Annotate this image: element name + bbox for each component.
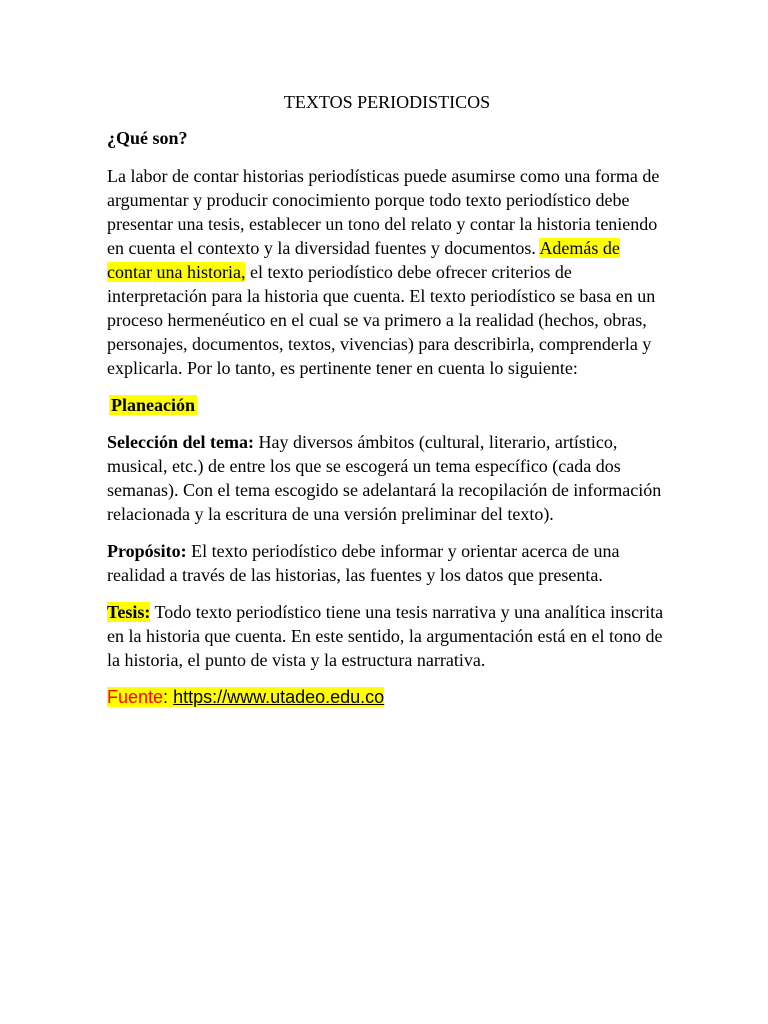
seleccion-text: Hay diversos ámbitos (cultural, literario, artístico, musical, etc.) de entre los que se escogerá un tema específico (cada dos semanas). Con el tema escogido se adelantará la recopilación de información relacionada y la escritura de una versión preliminar del texto).: [107, 432, 662, 524]
intro-highlight: Además de contar una historia,: [107, 238, 620, 282]
source-separator: :: [163, 687, 174, 707]
document-title: TEXTOS PERIODISTICOS: [283, 92, 491, 112]
proposito-label: Propósito:: [107, 541, 187, 561]
planeacion-label: Planeación: [111, 395, 195, 415]
planeacion-heading: [107, 393, 667, 417]
document-page: [107, 90, 667, 709]
seleccion-paragraph: [107, 430, 667, 526]
intro-text-after: el texto periodístico debe ofrecer criterios de interpretación para la historia que cuenta. El texto periodístico se basa en un proceso hermenéutico en el cual se va primero a la realidad (hechos, obras, personajes, documentos, textos, vivencias) para describirla, comprenderla y explicarla. Por lo tanto, es pertinente tener en cuenta lo siguiente:: [107, 262, 656, 378]
section-question: ¿Qué son?: [107, 128, 188, 148]
intro-text-before: La labor de contar historias periodísticas puede asumirse como una forma de argumentar y producir conocimiento porque todo texto periodístico debe presentar una tesis, establecer un tono del relato y contar la historia teniendo en cuenta el contexto y la diversidad fuentes y documentos.: [107, 166, 660, 258]
tesis-text: Todo texto periodístico tiene una tesis narrativa y una analítica inscrita en la historia que cuenta. En este sentido, la argumentación está en el tono de la historia, el punto de vista y la estructura narrativa.: [107, 602, 664, 670]
intro-paragraph: [107, 164, 667, 380]
proposito-paragraph: [107, 539, 667, 587]
tesis-label: Tesis:: [107, 602, 151, 622]
source-line: [107, 685, 667, 709]
seleccion-label: Selección del tema:: [107, 432, 254, 452]
proposito-text: El texto periodístico debe informar y orientar acerca de una realidad a través de las historias, las fuentes y los datos que presenta.: [107, 541, 620, 585]
source-label: Fuente: [107, 687, 164, 707]
source-link[interactable]: https://www.utadeo.edu.co: [173, 687, 385, 707]
tesis-paragraph: [107, 600, 667, 672]
